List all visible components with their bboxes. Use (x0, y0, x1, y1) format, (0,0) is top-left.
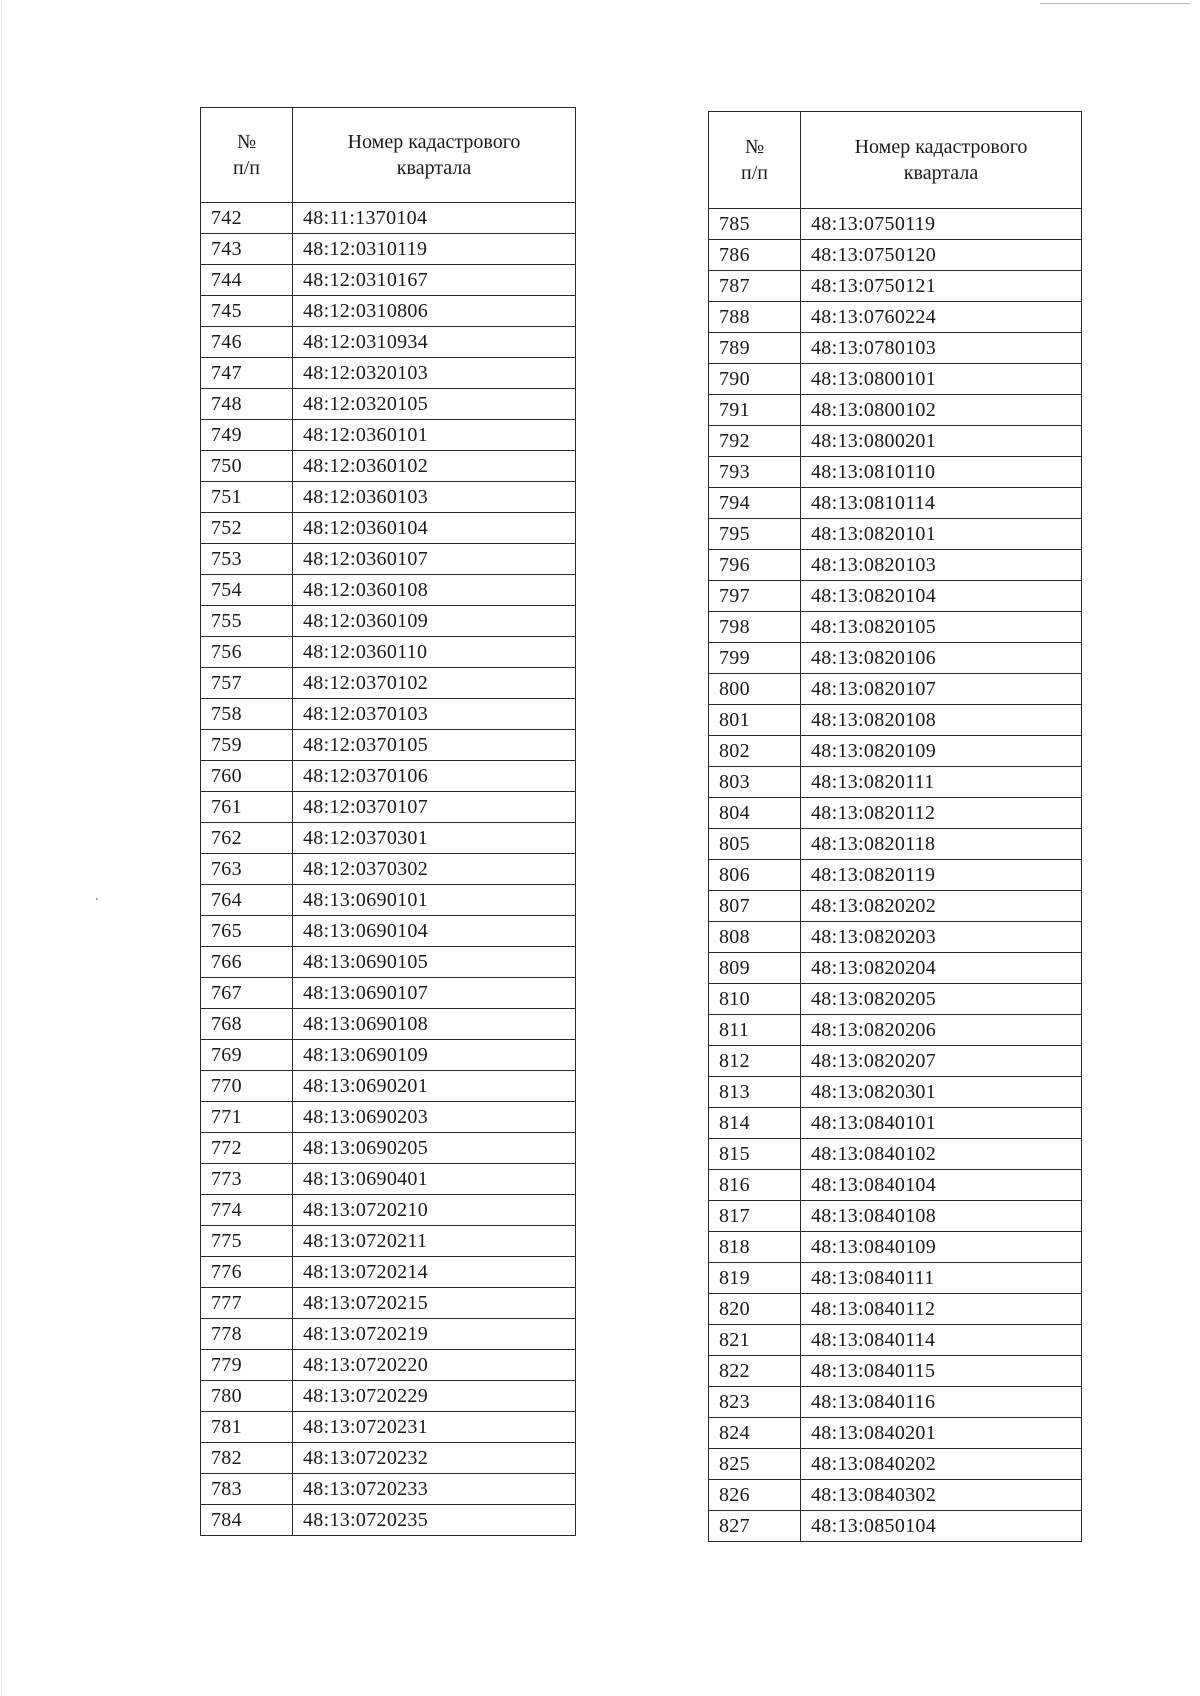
cadastral-number: 48:12:0310119 (293, 234, 576, 265)
table-row (201, 234, 576, 265)
row-number: 811 (709, 1015, 801, 1046)
table-row (201, 575, 576, 606)
table-row (709, 395, 1082, 426)
table-row (709, 240, 1082, 271)
row-number: 772 (201, 1133, 293, 1164)
table-row (201, 854, 576, 885)
row-number: 769 (201, 1040, 293, 1071)
cadastral-number: 48:12:0360104 (293, 513, 576, 544)
row-number: 784 (201, 1505, 293, 1536)
table-row (709, 1015, 1082, 1046)
row-number: 750 (201, 451, 293, 482)
table-row (201, 1412, 576, 1443)
row-number: 807 (709, 891, 801, 922)
cadastral-table-right (708, 111, 1082, 1542)
cadastral-number: 48:12:0360110 (293, 637, 576, 668)
cadastral-number: 48:12:0360101 (293, 420, 576, 451)
row-number: 826 (709, 1480, 801, 1511)
table-row (201, 1195, 576, 1226)
table-body-left (201, 203, 576, 1536)
row-number: 749 (201, 420, 293, 451)
header-cadastral-column (801, 112, 1082, 209)
row-number: 802 (709, 736, 801, 767)
table-row (201, 761, 576, 792)
header-number-line1: № (744, 136, 765, 158)
table-row (201, 358, 576, 389)
row-number: 770 (201, 1071, 293, 1102)
table-row (709, 1046, 1082, 1077)
row-number: 801 (709, 705, 801, 736)
table-row (709, 736, 1082, 767)
table-row (201, 1257, 576, 1288)
cadastral-number: 48:13:0820202 (801, 891, 1082, 922)
cadastral-number: 48:13:0840114 (801, 1325, 1082, 1356)
scan-edge-top (1040, 3, 1190, 4)
cadastral-number: 48:12:0370107 (293, 792, 576, 823)
row-number: 819 (709, 1263, 801, 1294)
row-number: 751 (201, 482, 293, 513)
table-row (201, 482, 576, 513)
cadastral-number: 48:13:0820206 (801, 1015, 1082, 1046)
cadastral-number: 48:13:0690104 (293, 916, 576, 947)
cadastral-number: 48:13:0840104 (801, 1170, 1082, 1201)
cadastral-number: 48:13:0820109 (801, 736, 1082, 767)
row-number: 817 (709, 1201, 801, 1232)
header-cadastral-line1: Номер кадастрового (854, 136, 1028, 158)
cadastral-number: 48:12:0310806 (293, 296, 576, 327)
scan-edge-left (1, 0, 2, 1696)
cadastral-number: 48:13:0750120 (801, 240, 1082, 271)
row-number: 761 (201, 792, 293, 823)
table-row (201, 544, 576, 575)
table-row (201, 1102, 576, 1133)
cadastral-number: 48:13:0840201 (801, 1418, 1082, 1449)
table-row (201, 1381, 576, 1412)
header-cadastral-line2: квартала (903, 162, 979, 184)
row-number: 816 (709, 1170, 801, 1201)
cadastral-number: 48:13:0840116 (801, 1387, 1082, 1418)
cadastral-number: 48:13:0720235 (293, 1505, 576, 1536)
row-number: 806 (709, 860, 801, 891)
row-number: 796 (709, 550, 801, 581)
cadastral-number: 48:11:1370104 (293, 203, 576, 234)
cadastral-number: 48:13:0840108 (801, 1201, 1082, 1232)
cadastral-number: 48:12:0360109 (293, 606, 576, 637)
row-number: 765 (201, 916, 293, 947)
cadastral-number: 48:13:0690205 (293, 1133, 576, 1164)
table-row (709, 891, 1082, 922)
row-number: 759 (201, 730, 293, 761)
row-number: 743 (201, 234, 293, 265)
cadastral-number: 48:13:0720233 (293, 1474, 576, 1505)
cadastral-number: 48:13:0690108 (293, 1009, 576, 1040)
cadastral-table-left (200, 107, 576, 1536)
table-row (201, 1009, 576, 1040)
table-row (201, 1319, 576, 1350)
cadastral-number: 48:13:0820106 (801, 643, 1082, 674)
table-row (709, 1356, 1082, 1387)
row-number: 820 (709, 1294, 801, 1325)
row-number: 744 (201, 265, 293, 296)
row-number: 764 (201, 885, 293, 916)
row-number: 777 (201, 1288, 293, 1319)
table-row (709, 1170, 1082, 1201)
table-row (709, 1480, 1082, 1511)
table-row (709, 488, 1082, 519)
cadastral-number: 48:13:0820118 (801, 829, 1082, 860)
row-number: 800 (709, 674, 801, 705)
row-number: 787 (709, 271, 801, 302)
table-row (709, 829, 1082, 860)
row-number: 757 (201, 668, 293, 699)
header-number-line1: № (236, 131, 257, 153)
cadastral-number: 48:12:0360103 (293, 482, 576, 513)
row-number: 793 (709, 457, 801, 488)
table-row (709, 860, 1082, 891)
cadastral-number: 48:13:0690203 (293, 1102, 576, 1133)
cadastral-number: 48:13:0720211 (293, 1226, 576, 1257)
cadastral-number: 48:13:0690107 (293, 978, 576, 1009)
table-row (201, 668, 576, 699)
cadastral-number: 48:13:0820103 (801, 550, 1082, 581)
row-number: 748 (201, 389, 293, 420)
table-row (201, 947, 576, 978)
row-number: 782 (201, 1443, 293, 1474)
cadastral-number: 48:13:0840112 (801, 1294, 1082, 1325)
cadastral-number: 48:13:0820112 (801, 798, 1082, 829)
cadastral-number: 48:12:0360108 (293, 575, 576, 606)
table-row (709, 1387, 1082, 1418)
cadastral-number: 48:12:0310934 (293, 327, 576, 358)
cadastral-number: 48:13:0840302 (801, 1480, 1082, 1511)
cadastral-number: 48:13:0840101 (801, 1108, 1082, 1139)
table-row (201, 203, 576, 234)
table-row (709, 1294, 1082, 1325)
row-number: 752 (201, 513, 293, 544)
cadastral-number: 48:13:0840202 (801, 1449, 1082, 1480)
row-number: 798 (709, 612, 801, 643)
table-row (709, 705, 1082, 736)
table-row (201, 1443, 576, 1474)
row-number: 771 (201, 1102, 293, 1133)
table-row (201, 1505, 576, 1536)
table-row (709, 581, 1082, 612)
table-row (709, 1418, 1082, 1449)
table-row (201, 885, 576, 916)
row-number: 786 (709, 240, 801, 271)
cadastral-number: 48:12:0320105 (293, 389, 576, 420)
table-row (709, 1108, 1082, 1139)
row-number: 805 (709, 829, 801, 860)
table-row (709, 1449, 1082, 1480)
table-row (201, 389, 576, 420)
row-number: 766 (201, 947, 293, 978)
cadastral-number: 48:13:0820204 (801, 953, 1082, 984)
row-number: 789 (709, 333, 801, 364)
cadastral-number: 48:13:0720210 (293, 1195, 576, 1226)
table-row (201, 823, 576, 854)
table-row (201, 265, 576, 296)
table-row (709, 271, 1082, 302)
row-number: 756 (201, 637, 293, 668)
table-row (201, 513, 576, 544)
table-row (709, 550, 1082, 581)
cadastral-number: 48:13:0820104 (801, 581, 1082, 612)
table-row (201, 1164, 576, 1195)
table-row (709, 426, 1082, 457)
header-number-column (709, 112, 801, 209)
row-number: 809 (709, 953, 801, 984)
row-number: 767 (201, 978, 293, 1009)
cadastral-number: 48:13:0720220 (293, 1350, 576, 1381)
cadastral-number: 48:13:0820101 (801, 519, 1082, 550)
row-number: 815 (709, 1139, 801, 1170)
cadastral-number: 48:13:0750121 (801, 271, 1082, 302)
cadastral-number: 48:12:0370103 (293, 699, 576, 730)
cadastral-number: 48:12:0370102 (293, 668, 576, 699)
cadastral-number: 48:13:0820119 (801, 860, 1082, 891)
table-row (709, 1511, 1082, 1542)
row-number: 791 (709, 395, 801, 426)
table-row (201, 1226, 576, 1257)
row-number: 813 (709, 1077, 801, 1108)
table-row (709, 364, 1082, 395)
table-body-right (709, 209, 1082, 1542)
cadastral-number: 48:13:0820107 (801, 674, 1082, 705)
table-row (201, 451, 576, 482)
row-number: 788 (709, 302, 801, 333)
cadastral-number: 48:13:0690401 (293, 1164, 576, 1195)
table-row (201, 296, 576, 327)
row-number: 824 (709, 1418, 801, 1449)
cadastral-number: 48:13:0850104 (801, 1511, 1082, 1542)
row-number: 753 (201, 544, 293, 575)
cadastral-number: 48:13:0690105 (293, 947, 576, 978)
cadastral-number: 48:13:0720215 (293, 1288, 576, 1319)
row-number: 747 (201, 358, 293, 389)
table-row (201, 916, 576, 947)
row-number: 758 (201, 699, 293, 730)
row-number: 775 (201, 1226, 293, 1257)
cadastral-number: 48:12:0370302 (293, 854, 576, 885)
cadastral-number: 48:13:0750119 (801, 209, 1082, 240)
table-row (709, 643, 1082, 674)
cadastral-number: 48:12:0370106 (293, 761, 576, 792)
cadastral-number: 48:13:0840102 (801, 1139, 1082, 1170)
row-number: 745 (201, 296, 293, 327)
table-row (709, 333, 1082, 364)
cadastral-number: 48:13:0820108 (801, 705, 1082, 736)
cadastral-number: 48:13:0820205 (801, 984, 1082, 1015)
row-number: 794 (709, 488, 801, 519)
table-row (201, 699, 576, 730)
row-number: 755 (201, 606, 293, 637)
table-row (201, 730, 576, 761)
row-number: 827 (709, 1511, 801, 1542)
row-number: 742 (201, 203, 293, 234)
row-number: 810 (709, 984, 801, 1015)
cadastral-number: 48:13:0820105 (801, 612, 1082, 643)
row-number: 799 (709, 643, 801, 674)
row-number: 803 (709, 767, 801, 798)
table-row (201, 606, 576, 637)
row-number: 795 (709, 519, 801, 550)
row-number: 792 (709, 426, 801, 457)
cadastral-number: 48:13:0760224 (801, 302, 1082, 333)
table-row (709, 1325, 1082, 1356)
header-number-column (201, 108, 293, 203)
row-number: 790 (709, 364, 801, 395)
table-row (709, 457, 1082, 488)
table-row (709, 674, 1082, 705)
cadastral-number: 48:13:0690201 (293, 1071, 576, 1102)
table-row (201, 978, 576, 1009)
header-cadastral-line1: Номер кадастрового (347, 131, 521, 153)
table-row (709, 302, 1082, 333)
row-number: 785 (709, 209, 801, 240)
row-number: 783 (201, 1474, 293, 1505)
table-header-row (709, 112, 1082, 209)
row-number: 762 (201, 823, 293, 854)
row-number: 776 (201, 1257, 293, 1288)
row-number: 821 (709, 1325, 801, 1356)
row-number: 812 (709, 1046, 801, 1077)
row-number: 822 (709, 1356, 801, 1387)
cadastral-number: 48:13:0720214 (293, 1257, 576, 1288)
table-row (709, 922, 1082, 953)
row-number: 808 (709, 922, 801, 953)
table-row (709, 984, 1082, 1015)
row-number: 804 (709, 798, 801, 829)
table-row (201, 327, 576, 358)
cadastral-number: 48:13:0820111 (801, 767, 1082, 798)
cadastral-number: 48:13:0720232 (293, 1443, 576, 1474)
row-number: 746 (201, 327, 293, 358)
cadastral-number: 48:13:0800101 (801, 364, 1082, 395)
table-row (201, 1350, 576, 1381)
table-row (709, 519, 1082, 550)
table-row (201, 1288, 576, 1319)
table-row (201, 1071, 576, 1102)
row-number: 780 (201, 1381, 293, 1412)
table-row (709, 1232, 1082, 1263)
table-row (709, 1139, 1082, 1170)
table-row (201, 1474, 576, 1505)
table-row (709, 612, 1082, 643)
cadastral-number: 48:13:0780103 (801, 333, 1082, 364)
scan-speck (96, 898, 98, 900)
row-number: 768 (201, 1009, 293, 1040)
cadastral-number: 48:12:0370105 (293, 730, 576, 761)
cadastral-number: 48:13:0800201 (801, 426, 1082, 457)
cadastral-number: 48:13:0720229 (293, 1381, 576, 1412)
table-row (709, 953, 1082, 984)
table-row (709, 1201, 1082, 1232)
table-row (201, 1133, 576, 1164)
cadastral-number: 48:13:0820203 (801, 922, 1082, 953)
cadastral-number: 48:13:0820207 (801, 1046, 1082, 1077)
table-row (201, 420, 576, 451)
table-row (709, 1077, 1082, 1108)
header-cadastral-column (293, 108, 576, 203)
row-number: 778 (201, 1319, 293, 1350)
cadastral-number: 48:13:0690101 (293, 885, 576, 916)
row-number: 781 (201, 1412, 293, 1443)
cadastral-number: 48:13:0820301 (801, 1077, 1082, 1108)
table-row (709, 1263, 1082, 1294)
header-number-line2: п/п (741, 162, 768, 184)
table-row (201, 637, 576, 668)
cadastral-number: 48:13:0690109 (293, 1040, 576, 1071)
table-row (201, 1040, 576, 1071)
cadastral-number: 48:12:0360102 (293, 451, 576, 482)
row-number: 774 (201, 1195, 293, 1226)
cadastral-number: 48:13:0720219 (293, 1319, 576, 1350)
row-number: 825 (709, 1449, 801, 1480)
cadastral-number: 48:13:0840111 (801, 1263, 1082, 1294)
header-number-line2: п/п (233, 157, 260, 179)
row-number: 823 (709, 1387, 801, 1418)
header-cadastral-line2: квартала (396, 157, 472, 179)
cadastral-number: 48:12:0310167 (293, 265, 576, 296)
row-number: 754 (201, 575, 293, 606)
row-number: 773 (201, 1164, 293, 1195)
cadastral-number: 48:13:0810110 (801, 457, 1082, 488)
table-row (201, 792, 576, 823)
cadastral-number: 48:12:0320103 (293, 358, 576, 389)
row-number: 779 (201, 1350, 293, 1381)
cadastral-number: 48:13:0840109 (801, 1232, 1082, 1263)
row-number: 797 (709, 581, 801, 612)
row-number: 814 (709, 1108, 801, 1139)
row-number: 763 (201, 854, 293, 885)
row-number: 760 (201, 761, 293, 792)
table-row (709, 767, 1082, 798)
table-row (709, 209, 1082, 240)
cadastral-number: 48:13:0800102 (801, 395, 1082, 426)
cadastral-number: 48:13:0720231 (293, 1412, 576, 1443)
cadastral-number: 48:13:0810114 (801, 488, 1082, 519)
cadastral-number: 48:13:0840115 (801, 1356, 1082, 1387)
cadastral-number: 48:12:0360107 (293, 544, 576, 575)
cadastral-number: 48:12:0370301 (293, 823, 576, 854)
table-row (709, 798, 1082, 829)
table-header-row (201, 108, 576, 203)
row-number: 818 (709, 1232, 801, 1263)
